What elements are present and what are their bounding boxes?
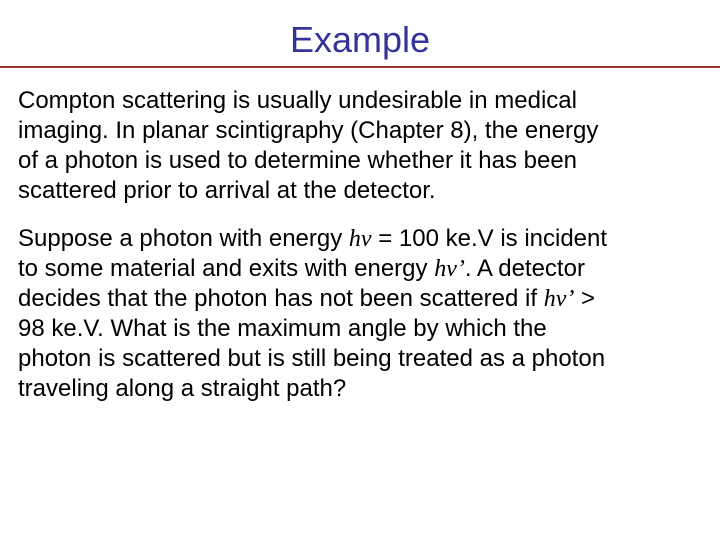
text-segment: = 100 ke.V is incident — [371, 225, 608, 252]
energy-symbol: hv — [348, 226, 372, 252]
paragraph-intro-line: imaging. In planar scintigraphy (Chapter 8), the energy — [18, 117, 599, 144]
paragraph-intro-line: of a photon is used to determine whether it has been — [18, 147, 578, 174]
text-segment: to some material and exits with energy — [18, 255, 435, 282]
paragraph-problem-line: photon is scattered but is still being treated as a photon — [18, 345, 606, 372]
text-segment: . A detector — [464, 255, 585, 282]
paragraph-intro-line: Compton scattering is usually undesirable in medical — [18, 87, 577, 114]
energy-prime-symbol: hv’ — [434, 256, 465, 282]
paragraph-problem-line: 98 ke.V. What is the maximum angle by which the — [18, 315, 547, 342]
slide-body — [18, 86, 708, 404]
paragraph-problem-line — [18, 224, 708, 254]
paragraph-problem — [18, 224, 708, 404]
paragraph-problem-line — [18, 284, 708, 314]
paragraph-problem-line — [18, 254, 708, 284]
slide-title: Example — [289, 19, 431, 60]
energy-prime-symbol: hv’ — [543, 286, 575, 312]
paragraph-intro — [18, 86, 708, 206]
title-divider — [0, 66, 720, 68]
text-segment: Suppose a photon with energy — [18, 225, 349, 252]
text-segment: decides that the photon has not been scattered if — [18, 285, 544, 312]
text-segment: > — [574, 285, 596, 312]
paragraph-problem-line: traveling along a straight path? — [18, 375, 347, 402]
paragraph-intro-line: scattered prior to arrival at the detector. — [18, 177, 436, 204]
